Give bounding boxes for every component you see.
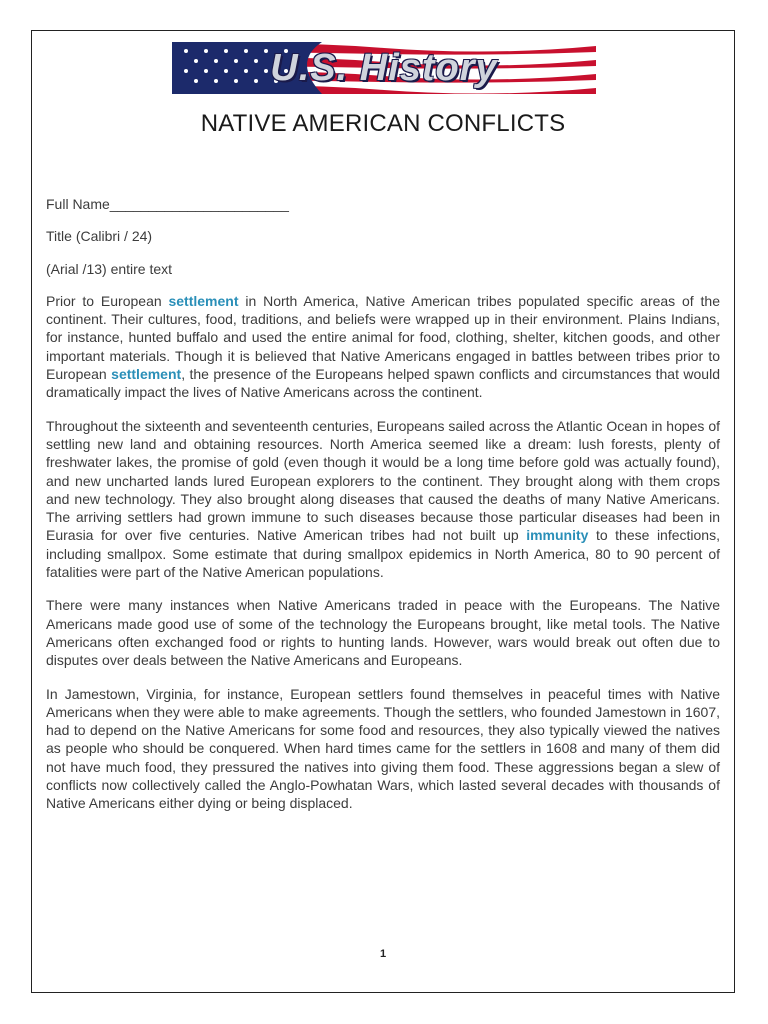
paragraph-1 bbox=[46, 292, 720, 402]
keyword-immunity: immunity bbox=[526, 527, 589, 544]
text-span: in North America, Native American tribes populated specific areas of the continent. Their cultures, food, traditions, and beliefs were wrapped up in their environment. Plains Indians, for instance, hunted buffalo and used the entire animal for food, clothing, shelter, kitchen goods, and other important materials. Though it is believed that Native Americans engaged in battles between tribes prior to European bbox=[46, 292, 720, 383]
text-span: to these infections, including smallpox. Some estimate that during smallpox epidemics in North America, 80 to 90 percent of fatalities were part of the Native American populations. bbox=[46, 527, 720, 581]
page-title: NATIVE AMERICAN CONFLICTS bbox=[200, 110, 566, 137]
paragraph-3: There were many instances when Native Americans traded in peace with the Europeans. The Native Americans made good use of some of the technology the Europeans brought, like metal tools. The Native Americans often exchanged food or rights to hunting lands. However, wars would break out often due to disputes over deals between the Native Americans and Europeans. bbox=[46, 597, 720, 669]
page-number: 1 bbox=[379, 948, 387, 960]
full-name-line: Full Name_______________________ bbox=[46, 196, 289, 212]
document-body bbox=[46, 195, 720, 828]
keyword-settlement: settlement bbox=[111, 366, 182, 383]
keyword-settlement: settlement bbox=[168, 292, 239, 309]
text-span: Prior to European bbox=[46, 292, 169, 309]
text-span: Throughout the sixteenth and seventeenth centuries, Europeans sailed across the Atlantic Ocean in hopes of settling new land and obtaining resources. North America seemed like a dream: lush forests, plenty of freshwater lakes, the promise of gold (even though it would be a long time before gold was actually found), and new uncharted lands lured European explorers to the continent. They brought along with them crops and new technology. They also brought along diseases that caused the deaths of many Native Americans. The arriving settlers had grown immune to such diseases because those particular diseases had been in Eurasia for over five centuries. Native American tribes had not built up bbox=[46, 417, 720, 544]
title-format-note: Title (Calibri / 24) bbox=[46, 228, 153, 245]
text-format-note: (Arial /13) entire text bbox=[46, 260, 173, 277]
paragraph-2 bbox=[46, 417, 720, 582]
text-span: , the presence of the Europeans helped spawn conflicts and circumstances that would dramatically impact the lives of Native Americans across the continent. bbox=[46, 366, 720, 401]
banner-title: U.S. History bbox=[270, 46, 498, 89]
us-history-banner bbox=[172, 42, 596, 94]
paragraph-4: In Jamestown, Virginia, for instance, European settlers found themselves in peaceful times with Native Americans when they were able to make agreements. Though the settlers, who founded Jamestown in 1607, had to depend on the Native Americans for some food and resources, they also typically viewed the natives as people who should be conquered. When hard times came for the settlers in 1608 and many of them did not have much food, they pressured the natives into giving them food. These aggressions began a slew of conflicts now collectively called the Anglo-Powhatan Wars, which lasted several decades with thousands of Native Americans either dying or being displaced. bbox=[46, 685, 720, 812]
